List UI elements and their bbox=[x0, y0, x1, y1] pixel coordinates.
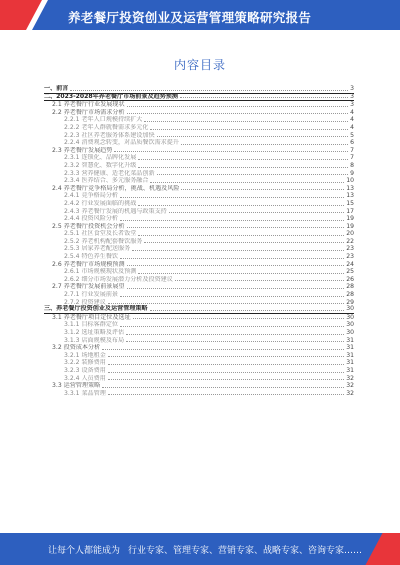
toc-entry-label: 3.1.2 选址策略及评估 bbox=[64, 329, 125, 336]
toc-leader-dots bbox=[120, 220, 344, 221]
toc-entry-label: 一、前言 bbox=[44, 85, 69, 92]
toc-leader-dots bbox=[70, 90, 348, 91]
toc-entry-label: 2.2.3 社区养老服务体系建设加快 bbox=[64, 131, 155, 139]
toc-leader-dots bbox=[126, 341, 344, 342]
toc-entry-label: 2.5.4 特色养生餐饮 bbox=[64, 253, 119, 261]
toc-entry-label: 2.6.1 市场规模现状及预测 bbox=[64, 268, 137, 276]
toc-entry-label: 2.6 养老餐厅市场规模预测 bbox=[52, 260, 125, 268]
toc-entry-label: 2.7 养老餐厅发展前景展望 bbox=[52, 283, 125, 291]
toc-entry-label: 2.3 养老餐厅发展趋势 bbox=[52, 146, 113, 154]
toc-entry-page: 4 bbox=[350, 108, 354, 116]
toc-entry-page: 24 bbox=[346, 260, 354, 268]
toc-entry-page: 17 bbox=[346, 207, 354, 215]
toc-leader-dots bbox=[120, 326, 344, 327]
toc-entry-page: 5 bbox=[350, 131, 354, 139]
toc-entry-page: 26 bbox=[346, 275, 354, 283]
toc-leader-dots bbox=[144, 121, 348, 122]
toc-entry[interactable] bbox=[44, 223, 354, 231]
toc-entry[interactable] bbox=[44, 367, 354, 375]
toc-leader-dots bbox=[114, 151, 348, 152]
footer-bar bbox=[0, 533, 400, 565]
toc-entry-page: 7 bbox=[350, 154, 354, 162]
toc-entry-page: 8 bbox=[350, 161, 354, 169]
toc-entry[interactable] bbox=[44, 185, 354, 193]
toc-leader-dots bbox=[102, 349, 344, 350]
toc-entry[interactable] bbox=[44, 359, 354, 367]
toc-entry-page: 32 bbox=[346, 374, 354, 382]
toc-leader-dots bbox=[126, 334, 344, 335]
header-bar bbox=[0, 0, 400, 30]
toc-entry[interactable] bbox=[44, 314, 354, 322]
toc-leader-dots bbox=[175, 280, 344, 281]
toc-entry-label: 2.3.3 营养健康、适老化菜品创新 bbox=[64, 169, 155, 177]
toc-entry-label: 2.1 养老餐厅行业发展现状 bbox=[52, 101, 125, 109]
toc-entry[interactable] bbox=[44, 177, 354, 185]
toc-entry-label: 3.1 养老餐厅项目定位及选址 bbox=[52, 313, 131, 321]
toc-leader-dots bbox=[133, 318, 345, 319]
toc-leader-dots bbox=[127, 113, 349, 114]
toc-entry-page: 19 bbox=[346, 215, 354, 223]
toc-entry-page: 28 bbox=[346, 291, 354, 299]
toc-entry-page: 28 bbox=[346, 283, 354, 291]
toc-leader-dots bbox=[150, 310, 345, 311]
toc-entry-page: 32 bbox=[346, 389, 354, 397]
toc-entry[interactable] bbox=[44, 162, 354, 170]
toc-entry[interactable] bbox=[44, 230, 354, 238]
toc-entry-label: 3.1.1 目标客群定位 bbox=[64, 321, 119, 329]
footer-slogan-right: 行业专家、管理专家、营销专家、战略专家、咨询专家…… bbox=[128, 546, 363, 556]
toc-entry-label: 2.2.4 消费观念转变，对品质餐饮需求提升 bbox=[64, 139, 179, 147]
toc-entry-label: 2.4.3 养老餐厅发展的机遇与政策支持 bbox=[64, 207, 167, 215]
toc-entry-page: 3 bbox=[350, 92, 354, 100]
toc-entry-page: 4 bbox=[350, 116, 354, 124]
toc-leader-dots bbox=[127, 288, 345, 289]
toc-entry-label: 3.3 运营管理策略 bbox=[52, 382, 101, 390]
toc-entry[interactable] bbox=[44, 147, 354, 155]
toc-entry-page: 9 bbox=[350, 169, 354, 177]
toc-entry[interactable] bbox=[44, 245, 354, 253]
toc-entry[interactable] bbox=[44, 253, 354, 261]
toc-entry-label: 2.7.1 行业发展前景 bbox=[64, 291, 119, 299]
toc-leader-dots bbox=[138, 273, 344, 274]
toc-entry-page: 32 bbox=[346, 382, 354, 390]
toc-leader-dots bbox=[108, 394, 344, 395]
toc-leader-dots bbox=[157, 174, 349, 175]
toc-entry-label: 2.5 养老餐厅投资机会分析 bbox=[52, 222, 125, 230]
toc-leader-dots bbox=[108, 356, 344, 357]
toc-leader-dots bbox=[138, 205, 344, 206]
toc-entry-page: 31 bbox=[346, 351, 354, 359]
toc-leader-dots bbox=[108, 379, 344, 380]
toc-entry-page: 30 bbox=[346, 305, 354, 313]
toc-leader-dots bbox=[144, 242, 344, 243]
toc-leader-dots bbox=[102, 387, 344, 388]
toc-entry-page: 10 bbox=[346, 177, 354, 185]
toc-entry[interactable] bbox=[44, 329, 354, 337]
toc-leader-dots bbox=[127, 106, 349, 107]
toc-entry-page: 31 bbox=[346, 344, 354, 352]
toc-entry[interactable] bbox=[44, 390, 354, 398]
toc-entry[interactable] bbox=[44, 382, 354, 390]
toc-entry-label: 2.7.2 投资建议 bbox=[64, 298, 106, 306]
toc-entry-page: 6 bbox=[350, 139, 354, 147]
toc-entry-page: 31 bbox=[346, 336, 354, 344]
toc-entry-label: 2.4.2 行业发展面临的挑战 bbox=[64, 199, 137, 207]
toc-entry-label: 3.2 投资成本分析 bbox=[52, 344, 101, 352]
toc-entry[interactable] bbox=[44, 192, 354, 200]
toc-entry[interactable] bbox=[44, 101, 354, 109]
toc-leader-dots bbox=[169, 212, 344, 213]
toc-entry[interactable] bbox=[44, 344, 354, 352]
toc-entry[interactable] bbox=[44, 352, 354, 360]
toc-entry[interactable] bbox=[44, 170, 354, 178]
toc-leader-dots bbox=[127, 265, 345, 266]
toc-entry-label: 2.5.3 居家养老配送服务 bbox=[64, 245, 131, 253]
toc-entry-page: 31 bbox=[346, 366, 354, 374]
toc-entry-page: 13 bbox=[346, 184, 354, 192]
toc-leader-dots bbox=[127, 227, 345, 228]
toc-leader-dots bbox=[108, 372, 344, 373]
toc-entry[interactable] bbox=[44, 283, 354, 291]
toc-entry-label: 3.2.3 设备费用 bbox=[64, 366, 106, 374]
toc-entry[interactable] bbox=[44, 200, 354, 208]
toc-leader-dots bbox=[181, 189, 344, 190]
toc-leader-dots bbox=[138, 167, 348, 168]
toc-entry[interactable] bbox=[44, 261, 354, 269]
toc-entry-label: 3.2.1 场地租金 bbox=[64, 351, 106, 359]
toc-entry-label: 2.3.2 智慧化、数字化升级 bbox=[64, 161, 137, 169]
toc-entry-page: 30 bbox=[346, 321, 354, 329]
toc-leader-dots bbox=[120, 296, 344, 297]
toc-entry-page: 23 bbox=[346, 245, 354, 253]
toc-leader-dots bbox=[108, 303, 344, 304]
toc-entry[interactable] bbox=[44, 139, 354, 147]
toc-entry[interactable] bbox=[44, 154, 354, 162]
document-title: 养老餐厅投资创业及运营管理策略研究报告 bbox=[68, 10, 312, 25]
toc-leader-dots bbox=[157, 136, 349, 137]
toc-leader-dots bbox=[132, 250, 344, 251]
toc-entry-page: 4 bbox=[350, 123, 354, 131]
toc-entry[interactable] bbox=[44, 238, 354, 246]
toc-entry[interactable] bbox=[44, 116, 354, 124]
toc-entry-page: 15 bbox=[346, 199, 354, 207]
toc-entry[interactable] bbox=[44, 208, 354, 216]
toc-entry-label: 2.4.1 竞争格局分析 bbox=[64, 192, 119, 200]
toc-entry-label: 2.4.4 投资风险分析 bbox=[64, 215, 119, 223]
toc-entry[interactable] bbox=[44, 132, 354, 140]
toc-leader-dots bbox=[138, 159, 348, 160]
table-of-contents bbox=[44, 86, 354, 510]
toc-leader-dots bbox=[108, 364, 344, 365]
toc-entry-page: 22 bbox=[346, 237, 354, 245]
toc-entry-label: 2.3.4 医养结合、多元服务融合 bbox=[64, 177, 149, 185]
toc-leader-dots bbox=[150, 129, 348, 130]
toc-entry-page: 30 bbox=[346, 329, 354, 336]
toc-entry-label: 3.3.1 菜品管理 bbox=[64, 389, 106, 397]
toc-leader-dots bbox=[138, 235, 344, 236]
toc-entry-label: 2.4 养老餐厅竞争格局分析，挑战、机遇及风险 bbox=[52, 184, 180, 192]
toc-entry-label: 2.2 养老餐厅市场需求分析 bbox=[52, 108, 125, 116]
toc-entry[interactable] bbox=[44, 268, 354, 276]
toc-entry-page: 30 bbox=[346, 313, 354, 321]
toc-entry-label: 2.2.1 老年人口规模持续扩大 bbox=[64, 116, 143, 124]
toc-leader-dots bbox=[120, 197, 344, 198]
toc-entry-page: 23 bbox=[346, 253, 354, 261]
toc-entry-page: 20 bbox=[346, 230, 354, 238]
toc-entry-page: 3 bbox=[350, 85, 354, 92]
toc-entry[interactable] bbox=[44, 276, 354, 284]
toc-entry-page: 3 bbox=[350, 101, 354, 109]
toc-entry-label: 3.2.2 装修费用 bbox=[64, 359, 106, 367]
toc-entry-page: 31 bbox=[346, 359, 354, 367]
toc-entry-label: 二、2023-2028年养老餐厅市场前景及趋势预测 bbox=[44, 92, 178, 100]
footer-slogan-left: 让每个人都能成为 bbox=[48, 546, 121, 556]
toc-entry[interactable] bbox=[44, 94, 354, 102]
toc-entry-label: 3.1.3 店面规模及布局 bbox=[64, 336, 125, 344]
toc-entry[interactable] bbox=[44, 306, 354, 314]
toc-entry-page: 7 bbox=[350, 146, 354, 154]
toc-entry-label: 2.5.1 社区食堂及长者饭堂 bbox=[64, 230, 137, 238]
toc-leader-dots bbox=[181, 144, 348, 145]
toc-entry-label: 2.2.2 老年人群就餐需求多元化 bbox=[64, 123, 149, 131]
toc-leader-dots bbox=[120, 258, 344, 259]
toc-entry[interactable] bbox=[44, 337, 354, 345]
toc-entry[interactable] bbox=[44, 321, 354, 329]
toc-entry-label: 三、养老餐厅投资创业及运营管理策略 bbox=[44, 305, 148, 313]
toc-entry[interactable] bbox=[44, 109, 354, 117]
toc-leader-dots bbox=[150, 182, 344, 183]
toc-entry[interactable] bbox=[44, 215, 354, 223]
toc-entry-label: 2.3.1 连锁化、品牌化发展 bbox=[64, 154, 137, 162]
toc-leader-dots bbox=[180, 97, 348, 98]
toc-heading: 内容目录 bbox=[173, 58, 226, 72]
toc-entry-page: 29 bbox=[346, 298, 354, 306]
toc-entry-page: 19 bbox=[346, 222, 354, 230]
toc-entry[interactable] bbox=[44, 124, 354, 132]
toc-entry[interactable] bbox=[44, 291, 354, 299]
toc-entry-page: 13 bbox=[346, 192, 354, 200]
toc-entry-label: 2.5.2 养老机构配套餐饮服务 bbox=[64, 237, 143, 245]
toc-entry-page: 25 bbox=[346, 268, 354, 276]
toc-entry[interactable] bbox=[44, 375, 354, 383]
toc-entry-label: 2.6.2 细分市场发展潜力分析及投资建议 bbox=[64, 275, 173, 283]
toc-entry-label: 3.2.4 人员费用 bbox=[64, 374, 106, 382]
